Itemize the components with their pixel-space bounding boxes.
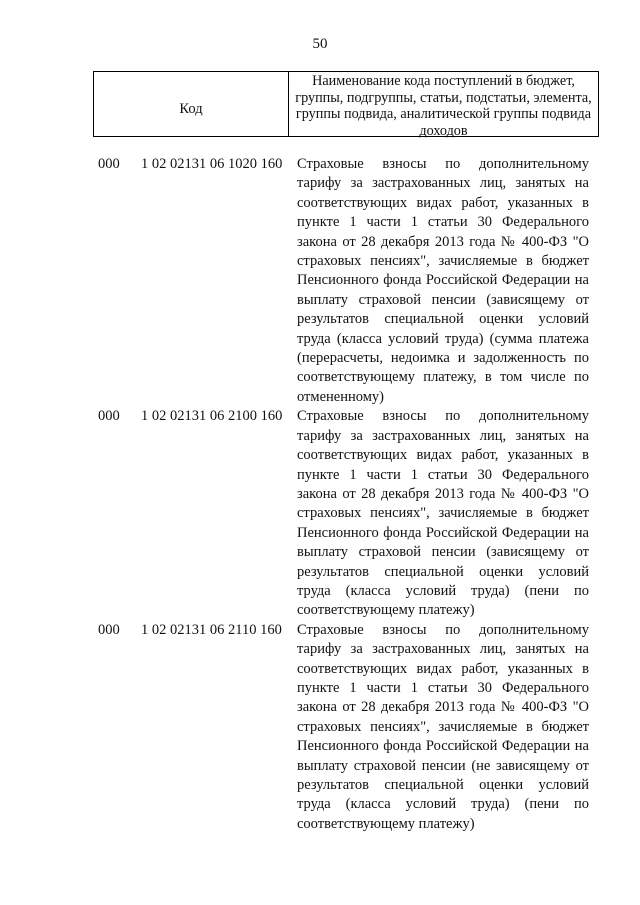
income-code: 1 02 02131 06 2110 160	[141, 621, 282, 638]
income-code: 1 02 02131 06 1020 160	[141, 156, 283, 172]
income-code: 1 02 02131 06 2100 160	[141, 408, 283, 425]
table-row	[0, 407, 640, 620]
income-description: Страховые взносы по дополнительному тарифу за застрахованных лиц, занятых на соответствующих видах работ, указанных в пункте 1 части 1 статьи 30 Федерального закона от 28 декабря 2013 года № 400-ФЗ "О страховых пенсиях", зачисляемые в бюджет Пенсионного фонда Российской Федерации на выплату страховой пенсии (не зависящему от результатов специальной оценки условий труда (класса условий труда) (пени по соответствующему платежу)	[297, 621, 589, 832]
income-codes-list	[0, 155, 640, 834]
page-number: 50	[312, 36, 328, 52]
table-row	[0, 621, 640, 834]
income-description: Страховые взносы по дополнительному тарифу за застрахованных лиц, занятых на соответствующих видах работ, указанных в пункте 1 части 1 статьи 30 Федерального закона от 28 декабря 2013 года № 400-ФЗ "О страховых пенсиях", зачисляемые в бюджет Пенсионного фонда Российской Федерации на выплату страховой пенсии (зависящему от результатов специальной оценки условий труда (класса условий труда) (сумма платежа (перерасчеты, недоимка и задолженность по соответствующему платежу, в том числе по отмененному)	[297, 156, 589, 405]
admin-code: 000	[98, 408, 120, 425]
admin-code: 000	[98, 156, 120, 172]
code-column-header: Код	[94, 72, 289, 136]
income-description: Страховые взносы по дополнительному тарифу за застрахованных лиц, занятых на соответствующих видах работ, указанных в пункте 1 части 1 статьи 30 Федерального закона от 28 декабря 2013 года № 400-ФЗ "О страховых пенсиях", зачисляемые в бюджет Пенсионного фонда Российской Федерации на выплату страховой пенсии (зависящему от результатов специальной оценки условий труда (класса условий труда) (пени по соответствующему платежу)	[297, 408, 589, 619]
table-header	[93, 71, 599, 137]
table-row	[0, 155, 640, 407]
admin-code: 000	[98, 621, 120, 638]
name-column-header: Наименование кода поступлений в бюджет, группы, подгруппы, статьи, подстатьи, элемента, группы подвида, аналитической группы подвида доходов	[295, 73, 592, 139]
